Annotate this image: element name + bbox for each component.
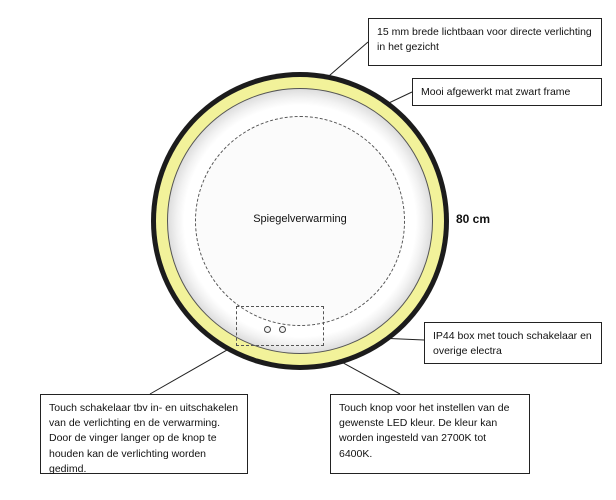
mirror-graphic: [151, 72, 449, 370]
dimension-label: 80 cm: [456, 212, 491, 226]
touch-switch-button[interactable]: [264, 326, 271, 333]
mirror-glass-area: [195, 116, 405, 326]
callout-color-button: Touch knop voor het instellen van de gewenste LED kleur. De kleur kan worden ingesteld van 2700K tot 6400K.: [330, 394, 530, 474]
callout-touch-switch: Touch schakelaar tbv in- en uitschakelen van de verlichting en de verwarming. Door de vinger langer op de knop te houden kan de verlichting worden gedimd.: [40, 394, 248, 474]
callout-light-band: 15 mm brede lichtbaan voor directe verlichting in het gezicht: [368, 18, 602, 66]
callout-frame: Mooi afgewerkt mat zwart frame: [412, 78, 602, 106]
touch-color-button[interactable]: [279, 326, 286, 333]
mirror-heating-label: Spiegelverwarming: [253, 213, 347, 225]
callout-ip44-box: IP44 box met touch schakelaar en overige electra: [424, 322, 602, 364]
